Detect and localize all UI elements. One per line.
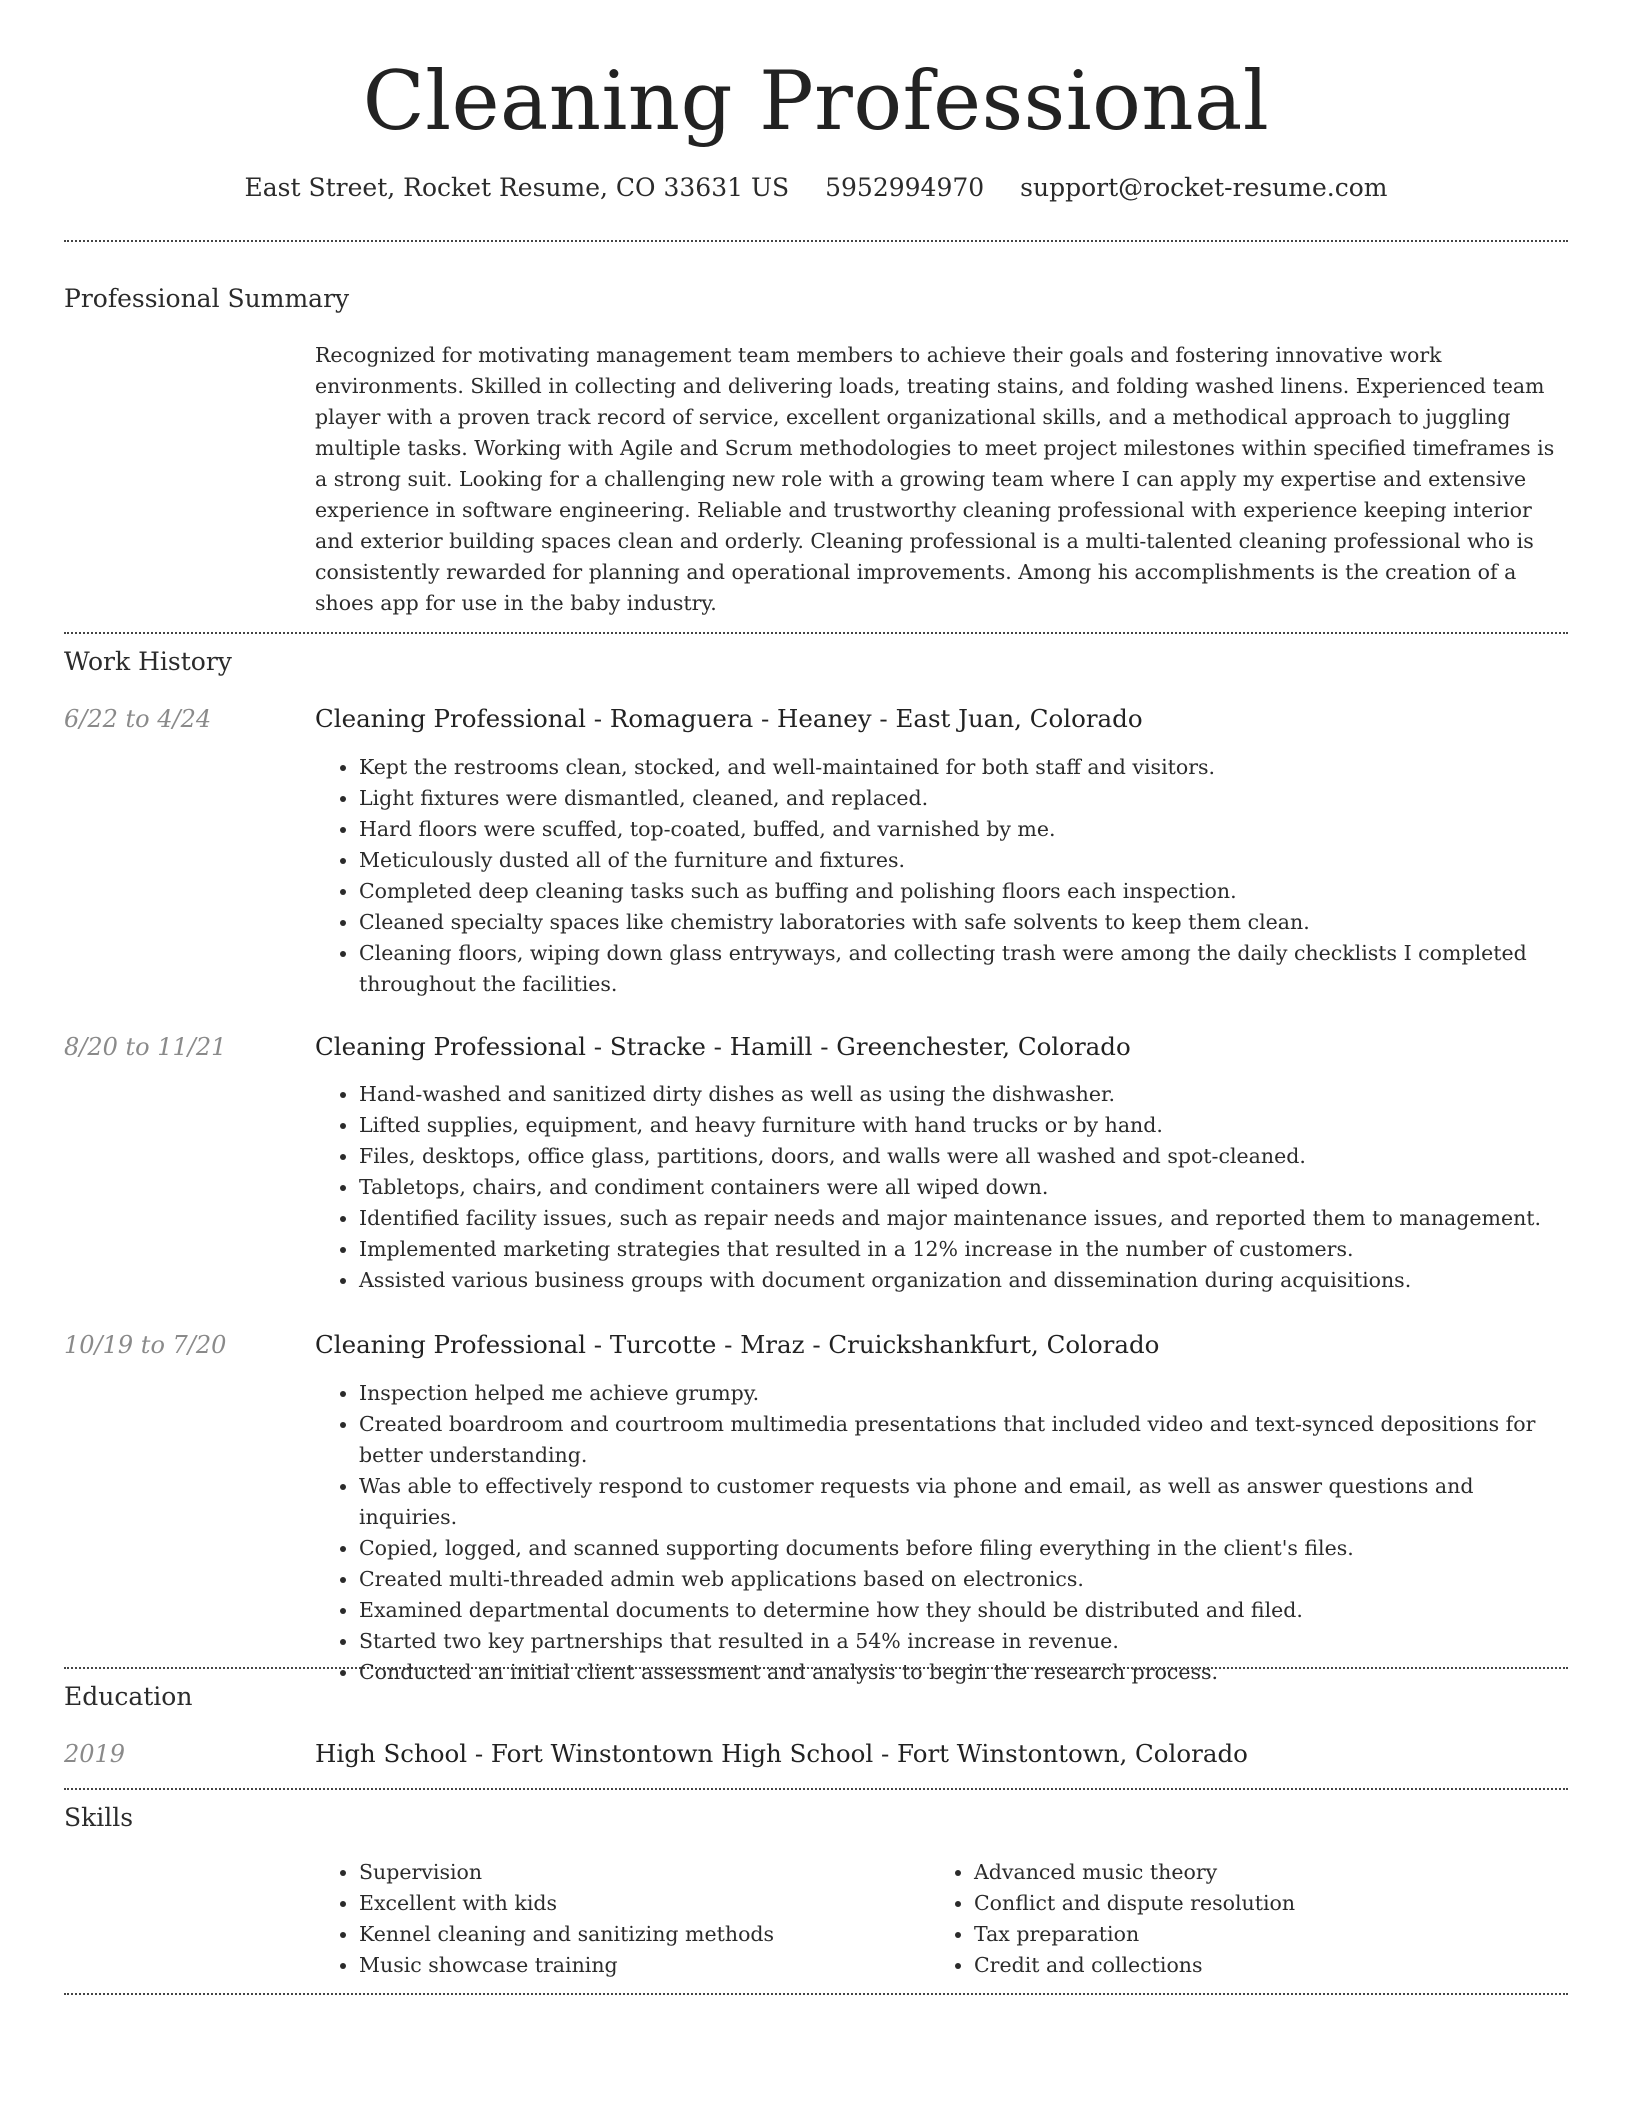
list-item: • Tabletops, chairs, and condiment containers were all wiped down. <box>359 1172 1568 1203</box>
list-item: • Implemented marketing strategies that resulted in a 12% increase in the number of customers. <box>359 1234 1568 1265</box>
job-bullet-list <box>315 1378 1568 1688</box>
list-item: • Cleaning floors, wiping down glass entryways, and collecting trash were among the daily checklists I completed throughout the facilities. <box>359 938 1568 1000</box>
list-item: • Copied, logged, and scanned supporting documents before filing everything in the client's files. <box>359 1533 1568 1564</box>
divider <box>64 632 1568 634</box>
education-heading-text: High School - Fort Winstontown High School - Fort Winstontown, Colorado <box>315 1739 1248 1768</box>
summary-text: Recognized for motivating management team members to achieve their goals and fostering innovative work environments. Skilled in collecting and delivering loads, treating stains, and folding washed linens. Experienced team player with a proven track record of service, excellent organizational skills, and a methodical approach to juggling multiple tasks. Working with Agile and Scrum methodologies to meet project milestones within specified timeframes is a strong suit. Looking for a challenging new role with a growing team where I can apply my expertise and extensive experience in software engineering. Reliable and trustworthy cleaning professional with experience keeping interior and exterior building spaces clean and orderly. Cleaning professional is a multi-talented cleaning professional who is consistently rewarded for planning and operational improvements. Among his accomplishments is the creation of a shoes app for use in the baby industry. <box>315 343 1555 615</box>
job-dates: 8/20 to 11/21 <box>64 1033 227 1061</box>
list-item: • Hand-washed and sanitized dirty dishes as well as using the dishwasher. <box>359 1079 1568 1110</box>
education-heading: Education <box>64 1682 193 1711</box>
divider <box>64 1993 1568 1995</box>
job-dates: 10/19 to 7/20 <box>64 1331 227 1359</box>
job-heading: Cleaning Professional - Stracke - Hamill - Greenchester, Colorado <box>315 1032 1131 1061</box>
education-year: 2019 <box>64 1740 126 1768</box>
list-item: • Light fixtures were dismantled, cleaned, and replaced. <box>359 783 1568 814</box>
work-history-heading: Work History <box>64 647 232 676</box>
list-item: • Cleaned specialty spaces like chemistry laboratories with safe solvents to keep them clean. <box>359 907 1568 938</box>
list-item: • Lifted supplies, equipment, and heavy furniture with hand trucks or by hand. <box>359 1110 1568 1141</box>
list-item: • Tax preparation <box>974 1919 1568 1950</box>
contact-line <box>64 170 1568 206</box>
list-item: • Assisted various business groups with document organization and dissemination during acquisitions. <box>359 1265 1568 1296</box>
job-heading: Cleaning Professional - Turcotte - Mraz - Cruickshankfurt, Colorado <box>315 1330 1160 1359</box>
list-item: • Conflict and dispute resolution <box>974 1888 1568 1919</box>
list-item: • Created boardroom and courtroom multimedia presentations that included video and text-synced depositions for better understanding. <box>359 1409 1568 1471</box>
list-item: • Kennel cleaning and sanitizing methods <box>359 1919 925 1950</box>
list-item: • Created multi-threaded admin web applications based on electronics. <box>359 1564 1568 1595</box>
list-item: • Excellent with kids <box>359 1888 925 1919</box>
job-bullet-list <box>315 1079 1568 1296</box>
list-item: • Started two key partnerships that resulted in a 54% increase in revenue. <box>359 1626 1568 1657</box>
skills-list-right <box>930 1857 1568 1981</box>
divider <box>64 240 1568 242</box>
list-item: • Files, desktops, office glass, partitions, doors, and walls were all washed and spot-cleaned. <box>359 1141 1568 1172</box>
list-item: • Identified facility issues, such as repair needs and major maintenance issues, and reported them to management. <box>359 1203 1568 1234</box>
list-item: • Completed deep cleaning tasks such as buffing and polishing floors each inspection. <box>359 876 1568 907</box>
list-item: • Was able to effectively respond to customer requests via phone and email, as well as answer questions and inquiries. <box>359 1471 1568 1533</box>
list-item: • Kept the restrooms clean, stocked, and well-maintained for both staff and visitors. <box>359 752 1568 783</box>
contact-address: East Street, Rocket Resume, CO 33631 US <box>244 173 790 202</box>
list-item: • Supervision <box>359 1857 925 1888</box>
resume-name: Cleaning Professional <box>362 55 1270 149</box>
skills-heading: Skills <box>64 1803 134 1832</box>
list-item: • Hard floors were scuffed, top-coated, buffed, and varnished by me. <box>359 814 1568 845</box>
divider <box>64 1788 1568 1790</box>
list-item: • Music showcase training <box>359 1950 925 1981</box>
summary-heading: Professional Summary <box>64 284 350 313</box>
list-item: • Meticulously dusted all of the furniture and fixtures. <box>359 845 1568 876</box>
list-item: • Credit and collections <box>974 1950 1568 1981</box>
skills-list-left <box>315 1857 925 1981</box>
job-bullet-list <box>315 752 1568 1000</box>
list-item: • Conducted an initial client assessment and analysis to begin the research process. <box>359 1657 1568 1688</box>
list-item: • Inspection helped me achieve grumpy. <box>359 1378 1568 1409</box>
contact-phone: 5952994970 <box>825 173 985 202</box>
job-heading: Cleaning Professional - Romaguera - Heaney - East Juan, Colorado <box>315 704 1143 733</box>
divider <box>64 1667 1568 1669</box>
list-item: • Advanced music theory <box>974 1857 1568 1888</box>
contact-email: support@rocket-resume.com <box>1020 173 1388 202</box>
list-item: • Examined departmental documents to determine how they should be distributed and filed. <box>359 1595 1568 1626</box>
job-dates: 6/22 to 4/24 <box>64 705 212 733</box>
